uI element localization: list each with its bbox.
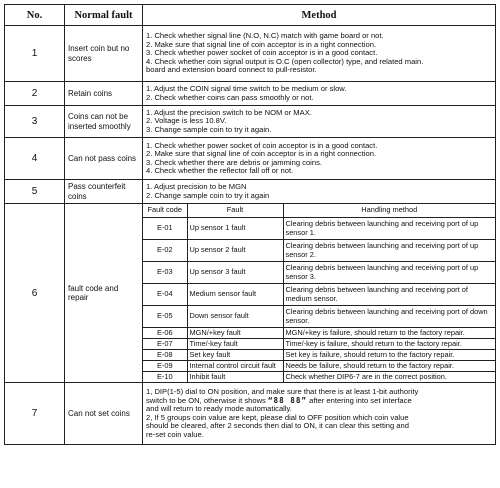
- method-line: 2. Make sure that signal line of coin acceptor is in a right connection.: [146, 150, 377, 158]
- header-fault: Normal fault: [65, 5, 143, 26]
- fault-method: Set key is failure, should return to the factory repair.: [283, 350, 495, 361]
- sub-header-fault: Fault: [187, 204, 283, 218]
- fault-code: E-05: [143, 306, 187, 328]
- header-method: Method: [143, 5, 496, 26]
- row-no: 4: [5, 138, 65, 180]
- table-row: [5, 180, 496, 204]
- row-fault: fault code and repair: [65, 204, 143, 383]
- fault-code-row: [143, 339, 495, 350]
- row-method: [143, 180, 496, 204]
- method-line: 1. Check whether power socket of coin acceptor is in a good contact.: [146, 141, 378, 150]
- row-method: [143, 383, 496, 445]
- method-line: 1, DIP(1-5) dial to ON position, and make sure that there is at least 1-bit authority: [146, 388, 419, 396]
- fault-method: Clearing debris between launching and receiving port of up sensor 1.: [283, 218, 495, 240]
- fault-code: E-06: [143, 328, 187, 339]
- method-line: 2. Change sample coin to try it again: [146, 191, 270, 200]
- fault-code-row: [143, 361, 495, 372]
- fault-code: E-01: [143, 218, 187, 240]
- fault-code: E-10: [143, 372, 187, 383]
- sub-header-method: Handling method: [283, 204, 495, 218]
- fault-name: Set key fault: [187, 350, 283, 361]
- method-line: 1. Adjust the precision switch to be NOM or MAX.: [146, 108, 312, 117]
- fault-code-row: [143, 218, 495, 240]
- fault-code: E-03: [143, 262, 187, 284]
- row-no: 1: [5, 26, 65, 82]
- row-fault: Coins can not be inserted smoothly: [65, 106, 143, 138]
- fault-code-subtable-cell: [143, 204, 496, 383]
- method-line: 3. Change sample coin to try it again.: [146, 125, 272, 134]
- fault-code-row: [143, 350, 495, 361]
- fault-code-row: [143, 240, 495, 262]
- method-line: 2. Voltage is less 10.8V.: [146, 117, 227, 126]
- fault-method: MGN/+key is failure, should return to the factory repair.: [283, 328, 495, 339]
- fault-method: Clearing debris between launching and receiving port of up sensor 2.: [283, 240, 495, 262]
- method-line: 2. Check whether coins can pass smoothly or not.: [146, 93, 314, 102]
- fault-method: Time/-key is failure, should return to the factory repair.: [283, 339, 495, 350]
- header-no: No.: [5, 5, 65, 26]
- fault-name: Down sensor fault: [187, 306, 283, 328]
- method-line: 3. Check whether power socket of coin acceptor is in a good contact.: [146, 49, 378, 58]
- fault-method: Needs be failure, should return to the factory repair.: [283, 361, 495, 372]
- fault-method: Check whether DIP6-7 are in the correct position.: [283, 372, 495, 383]
- method-line: 1. Adjust precision to be MGN: [146, 183, 247, 191]
- fault-code-row: [143, 284, 495, 306]
- fault-name: Up sensor 1 fault: [187, 218, 283, 240]
- row-fault: Can not pass coins: [65, 138, 143, 180]
- table-row-fault-codes: [5, 204, 496, 383]
- fault-name: Inhibit fault: [187, 372, 283, 383]
- method-line: and will return to ready mode automatically.: [146, 405, 292, 413]
- table-header: [5, 5, 496, 26]
- subtable-header: [143, 204, 495, 218]
- fault-code: E-08: [143, 350, 187, 361]
- method-line: should be cleared, after 2 seconds then dial to ON, it can clear this setting and: [146, 422, 409, 430]
- fault-name: MGN/+key fault: [187, 328, 283, 339]
- row-no: 5: [5, 180, 65, 204]
- row-method: [143, 82, 496, 106]
- row-no: 6: [5, 204, 65, 383]
- fault-code: E-07: [143, 339, 187, 350]
- row-method: [143, 138, 496, 180]
- fault-code-row: [143, 328, 495, 339]
- row-no: 2: [5, 82, 65, 106]
- fault-code-row: [143, 262, 495, 284]
- fault-code: E-04: [143, 284, 187, 306]
- row-fault: Can not set coins: [65, 383, 143, 445]
- method-line: 3. Check whether there are debris or jamming coins.: [146, 158, 323, 167]
- table-row: [5, 106, 496, 138]
- row-fault: Pass counterfeit coins: [65, 180, 143, 204]
- fault-name: Internal control circuit fault: [187, 361, 283, 372]
- fault-code-row: [143, 306, 495, 328]
- method-line: board and extension board connect to pull-resistor.: [146, 66, 317, 75]
- fault-table-sheet: [4, 4, 496, 445]
- fault-name: Time/-key fault: [187, 339, 283, 350]
- method-text: after entering into set interface: [306, 396, 412, 405]
- row-fault: Retain coins: [65, 82, 143, 106]
- method-line: 1. Check whether signal line (N.O, N.C) match with game board or not.: [146, 32, 384, 41]
- fault-method: Clearing debris between launching and receiving port of medium sensor.: [283, 284, 495, 306]
- fault-method: Clearing debris between launching and receiving port of up sensor 3.: [283, 262, 495, 284]
- fault-code-subtable: [143, 204, 495, 382]
- table-row: [5, 26, 496, 82]
- table-row: [5, 138, 496, 180]
- row-method: [143, 106, 496, 138]
- fault-name: Up sensor 2 fault: [187, 240, 283, 262]
- row-no: 3: [5, 106, 65, 138]
- row-method: [143, 26, 496, 82]
- fault-name: Medium sensor fault: [187, 284, 283, 306]
- row-no: 7: [5, 383, 65, 445]
- method-line: 2. Make sure that signal line of coin acceptor is in a right connection.: [146, 40, 377, 49]
- fault-method: Clearing debris between launching and receiving port of down sensor.: [283, 306, 495, 328]
- table-row: [5, 383, 496, 445]
- method-line: 4. Check whether coin signal output is O.C (open collector) type, and related main.: [146, 57, 424, 66]
- method-line: re-set coin value.: [146, 430, 204, 439]
- method-text: switch to be ON, otherwise it shows: [146, 396, 268, 405]
- fault-code: E-02: [143, 240, 187, 262]
- method-line: 2, If 5 groups coin value are kept, please dial to OFF position which coin value: [146, 413, 409, 422]
- method-line: 4. Check whether the reflector fall off or not.: [146, 167, 294, 175]
- fault-name: Up sensor 3 fault: [187, 262, 283, 284]
- sub-header-code: Fault code: [143, 204, 187, 218]
- method-line: 1. Adjust the COIN signal time switch to be medium or slow.: [146, 85, 347, 93]
- fault-code: E-09: [143, 361, 187, 372]
- table-row: [5, 82, 496, 106]
- fault-code-row: [143, 372, 495, 383]
- row-fault: Insert coin but no scores: [65, 26, 143, 82]
- fault-table: [4, 4, 496, 445]
- method-line: [146, 397, 492, 406]
- seven-segment-display-text: “88 88”: [267, 396, 307, 405]
